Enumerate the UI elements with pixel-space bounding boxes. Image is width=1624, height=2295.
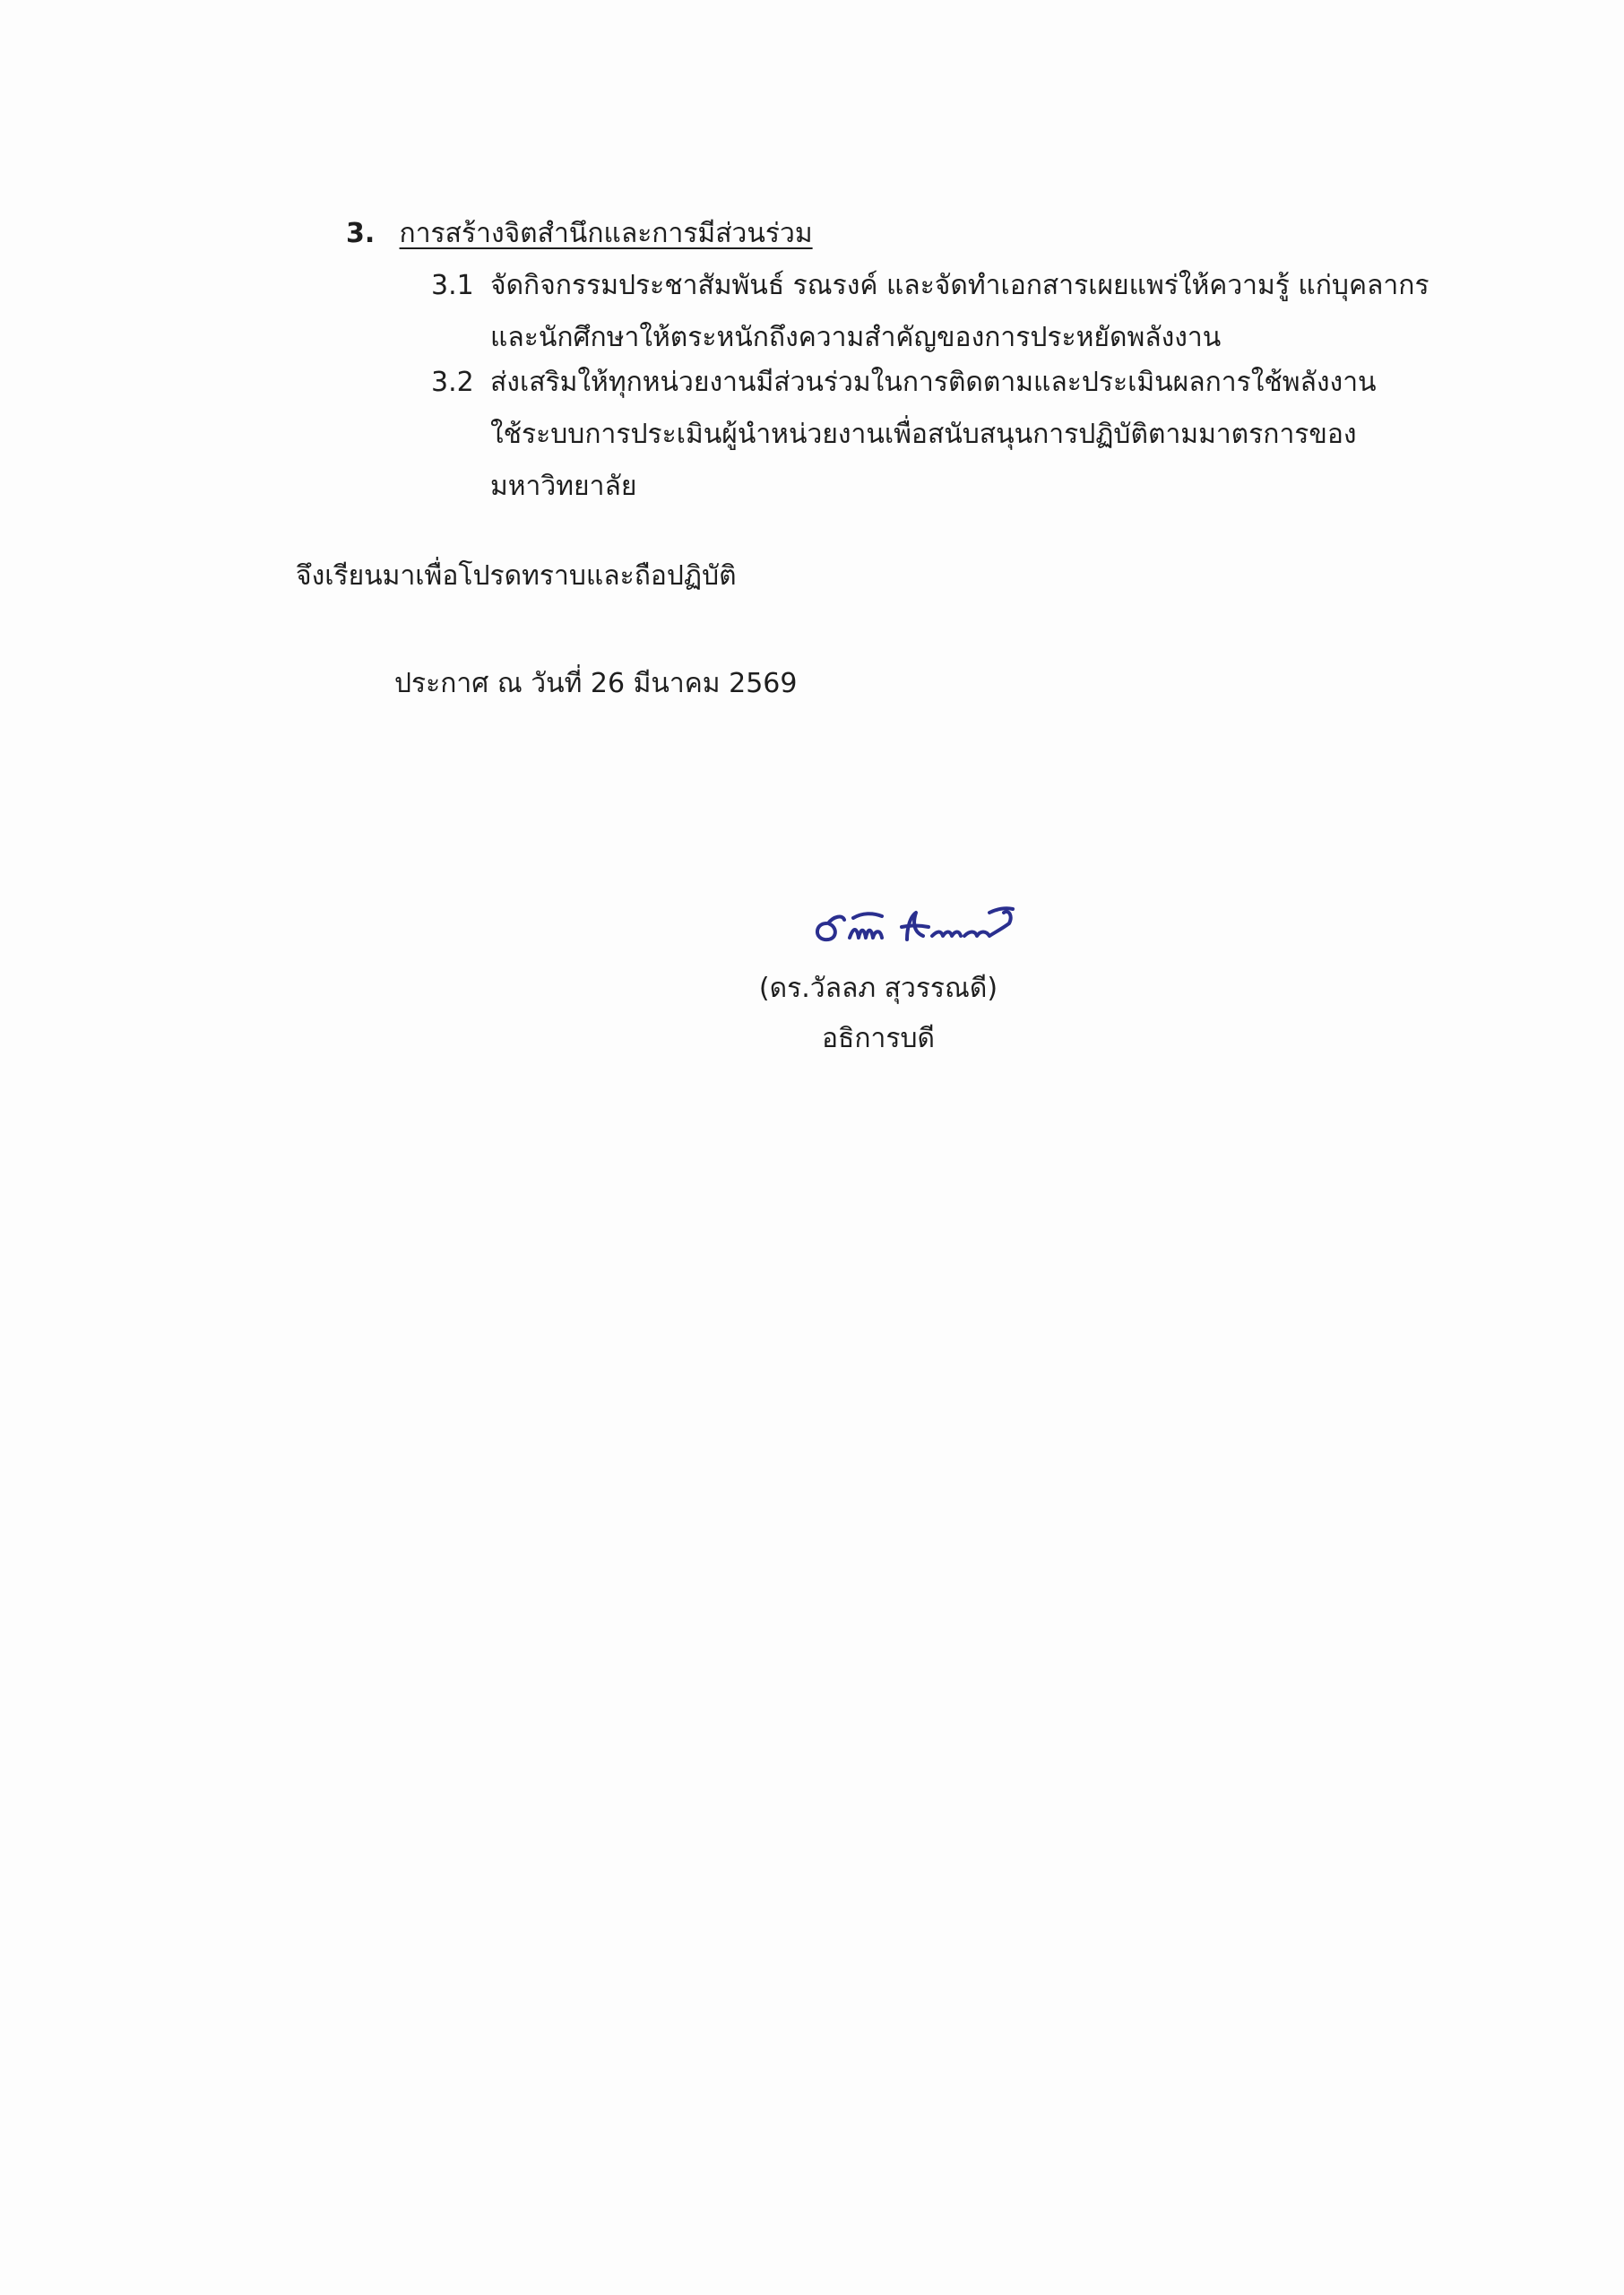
signatory-name: (ดร.วัลลภ สุวรรณดี) [758, 973, 998, 1004]
item-line: จัดกิจกรรมประชาสัมพันธ์ รณรงค์ และจัดทำเอกสารเผยแพร่ให้ความรู้ แก่บุคลากร [490, 270, 1430, 301]
item-text [490, 260, 1435, 364]
item-number: 3.2 [431, 367, 474, 398]
list-item [431, 260, 1435, 364]
item-line: ส่งเสริมให้ทุกหน่วยงานมีส่วนร่วมในการติดตามและประเมินผลการใช้พลังงาน [490, 367, 1377, 398]
announcement-date: ประกาศ ณ วันที่ 26 มีนาคม 2569 [394, 668, 798, 699]
section-title: การสร้างจิตสำนึกและการมีส่วนร่วม [399, 218, 813, 249]
signatory-position: อธิการบดี [822, 1023, 935, 1054]
item-text [490, 357, 1435, 513]
item-number: 3.1 [431, 270, 474, 301]
section-number: 3. [346, 218, 376, 249]
closing-statement: จึงเรียนมาเพื่อโปรดทราบและถือปฏิบัติ [296, 560, 737, 592]
item-line: ใช้ระบบการประเมินผู้นำหน่วยงานเพื่อสนับสนุนการปฏิบัติตามมาตรการของ [490, 419, 1357, 450]
item-line: และนักศึกษาให้ตระหนักถึงความสำคัญของการประหยัดพลังงาน [490, 322, 1222, 353]
handwritten-signature [807, 896, 1040, 968]
section-heading [346, 208, 813, 260]
list-item [431, 357, 1435, 513]
item-line: มหาวิทยาลัย [490, 471, 637, 502]
